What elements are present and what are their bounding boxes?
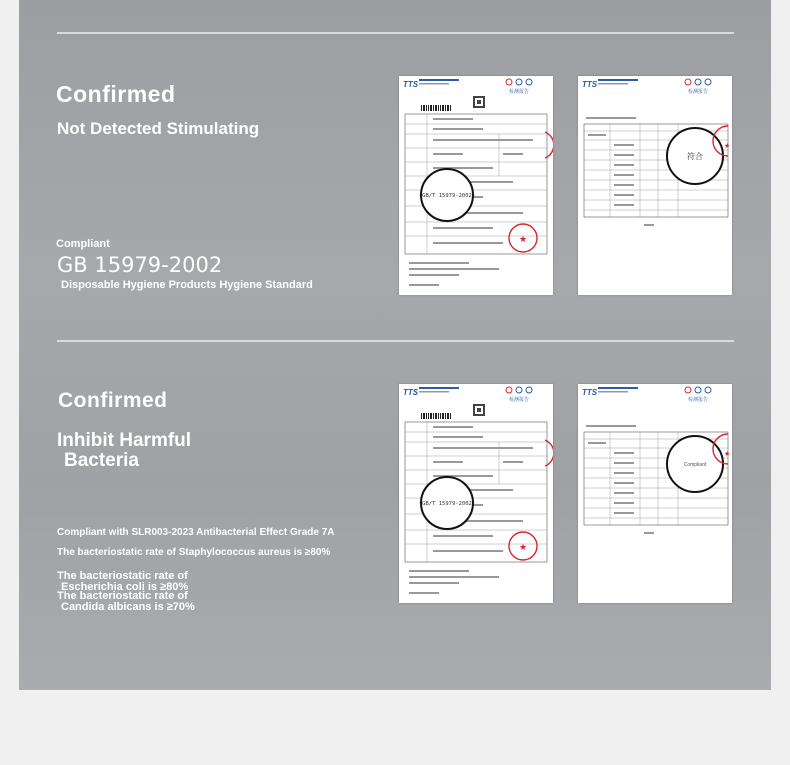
section1-subheading: Not Detected Stimulating [57,119,260,138]
test-report-image-4 [578,384,732,603]
standard-code: GB 15979-2002 [57,253,223,277]
svg-text:检测报告: 检测报告 [688,89,709,95]
svg-text:★: ★ [518,235,528,245]
content-panel [19,0,771,690]
candida-line-1: The bacteriostatic rate of [57,590,188,602]
section2-heading: Confirmed [58,389,168,412]
grade-line: Compliant with SLR003-2023 Antibacterial Effect Grade 7A [57,527,335,538]
staph-line: The bacteriostatic rate of Staphylococcus aureus is ≥80% [57,547,331,558]
brand-mark: TTS [403,80,419,89]
stamp-label-gb: 《GB/T 15979-2002》 [416,193,478,199]
test-report-image-2 [578,76,732,295]
svg-text:★: ★ [724,142,731,150]
ecoli-line-1: The bacteriostatic rate of [57,570,188,582]
svg-text:★: ★ [724,450,731,458]
divider-top [57,32,734,34]
svg-text:TTS: TTS [582,388,598,397]
svg-text:★: ★ [518,543,528,553]
ecoli-line-2: Escherichia coli is ≥80% [61,581,189,593]
stamp-label-compliant-en: Compliant [683,462,707,468]
test-report-image-3 [399,384,553,603]
svg-text:《GB/T 15979-2002》: 《GB/T 15979-2002》 [416,501,478,507]
section2-subheading-line2: Bacteria [64,450,139,471]
svg-text:检测报告: 检测报告 [509,397,530,403]
candida-line-2: Candida albicans is ≥70% [61,601,195,613]
compliant-label: Compliant [56,238,110,250]
stamp-label-compliant-cn: 符合 [687,152,703,161]
test-report-image-1 [399,76,553,295]
section2-subheading-line1: Inhibit Harmful [57,430,192,451]
svg-text:TTS: TTS [582,80,598,89]
svg-text:检测报告: 检测报告 [688,397,709,403]
svg-text:TTS: TTS [403,388,419,397]
standard-name: Disposable Hygiene Products Hygiene Standard [61,279,313,291]
report-title: 检测报告 [509,89,530,95]
section1-heading: Confirmed [56,81,176,107]
divider-middle [57,340,734,342]
